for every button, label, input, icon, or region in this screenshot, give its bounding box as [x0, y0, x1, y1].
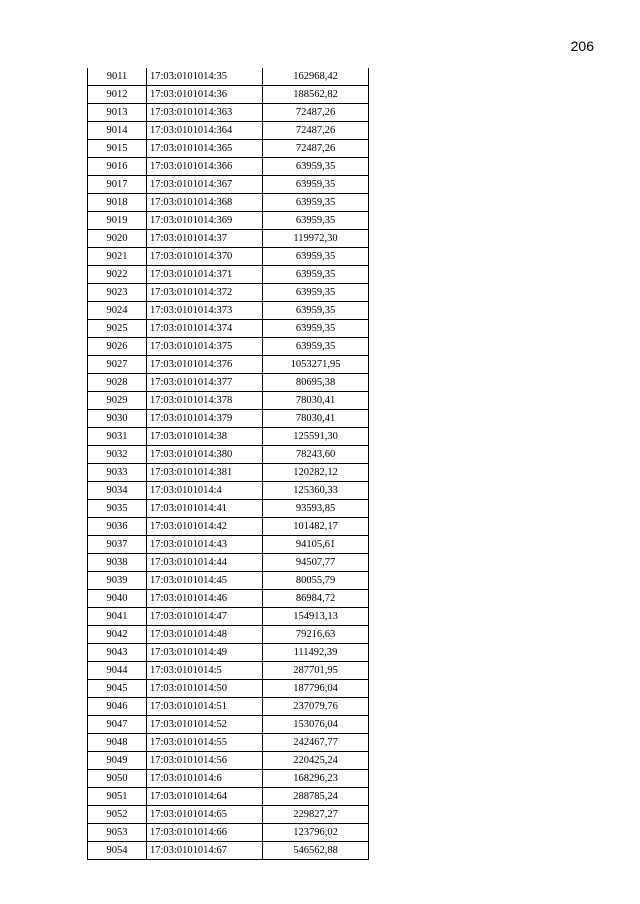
table-row — [88, 140, 369, 158]
cadastral-number-cell: 17:03:0101014:45 — [147, 572, 263, 590]
table-row — [88, 464, 369, 482]
value-cell: 78243,60 — [263, 446, 369, 464]
row-number-cell: 9033 — [88, 464, 147, 482]
cadastral-number-cell: 17:03:0101014:38 — [147, 428, 263, 446]
row-number-cell: 9037 — [88, 536, 147, 554]
cadastral-number-cell: 17:03:0101014:369 — [147, 212, 263, 230]
cadastral-number-cell: 17:03:0101014:6 — [147, 770, 263, 788]
value-cell: 93593,85 — [263, 500, 369, 518]
value-cell: 63959,35 — [263, 248, 369, 266]
table-row — [88, 482, 369, 500]
value-cell: 154913,13 — [263, 608, 369, 626]
table-row — [88, 194, 369, 212]
value-cell: 63959,35 — [263, 266, 369, 284]
value-cell: 111492,39 — [263, 644, 369, 662]
cadastral-number-cell: 17:03:0101014:4 — [147, 482, 263, 500]
cadastral-number-cell: 17:03:0101014:67 — [147, 842, 263, 860]
table-row — [88, 500, 369, 518]
value-cell: 187796,04 — [263, 680, 369, 698]
value-cell: 63959,35 — [263, 338, 369, 356]
table-row — [88, 842, 369, 860]
table-row — [88, 608, 369, 626]
table-row — [88, 716, 369, 734]
value-cell: 125591,30 — [263, 428, 369, 446]
row-number-cell: 9025 — [88, 320, 147, 338]
row-number-cell: 9020 — [88, 230, 147, 248]
value-cell: 123796,02 — [263, 824, 369, 842]
table-row — [88, 374, 369, 392]
row-number-cell: 9049 — [88, 752, 147, 770]
cadastral-number-cell: 17:03:0101014:52 — [147, 716, 263, 734]
cadastral-number-cell: 17:03:0101014:381 — [147, 464, 263, 482]
table-row — [88, 770, 369, 788]
cadastral-number-cell: 17:03:0101014:48 — [147, 626, 263, 644]
value-cell: 86984,72 — [263, 590, 369, 608]
table-row — [88, 176, 369, 194]
table-row — [88, 338, 369, 356]
row-number-cell: 9019 — [88, 212, 147, 230]
table-row — [88, 320, 369, 338]
row-number-cell: 9034 — [88, 482, 147, 500]
row-number-cell: 9040 — [88, 590, 147, 608]
cadastral-number-cell: 17:03:0101014:56 — [147, 752, 263, 770]
table-row — [88, 68, 369, 86]
value-cell: 120282,12 — [263, 464, 369, 482]
cadastral-number-cell: 17:03:0101014:46 — [147, 590, 263, 608]
table-row — [88, 824, 369, 842]
cadastral-number-cell: 17:03:0101014:36 — [147, 86, 263, 104]
row-number-cell: 9017 — [88, 176, 147, 194]
value-cell: 63959,35 — [263, 194, 369, 212]
cadastral-number-cell: 17:03:0101014:367 — [147, 176, 263, 194]
cadastral-number-cell: 17:03:0101014:51 — [147, 698, 263, 716]
table-row — [88, 428, 369, 446]
row-number-cell: 9050 — [88, 770, 147, 788]
table-row — [88, 122, 369, 140]
table-row — [88, 806, 369, 824]
row-number-cell: 9026 — [88, 338, 147, 356]
page-number: 206 — [570, 38, 594, 54]
cadastral-number-cell: 17:03:0101014:43 — [147, 536, 263, 554]
table-row — [88, 230, 369, 248]
value-cell: 119972,30 — [263, 230, 369, 248]
cadastral-number-cell: 17:03:0101014:66 — [147, 824, 263, 842]
value-cell: 72487,26 — [263, 140, 369, 158]
table-row — [88, 626, 369, 644]
cadastral-number-cell: 17:03:0101014:368 — [147, 194, 263, 212]
row-number-cell: 9030 — [88, 410, 147, 428]
row-number-cell: 9047 — [88, 716, 147, 734]
row-number-cell: 9016 — [88, 158, 147, 176]
value-cell: 287701,95 — [263, 662, 369, 680]
table-row — [88, 572, 369, 590]
value-cell: 78030,41 — [263, 410, 369, 428]
cadastral-number-cell: 17:03:0101014:371 — [147, 266, 263, 284]
table-row — [88, 356, 369, 374]
row-number-cell: 9032 — [88, 446, 147, 464]
cadastral-number-cell: 17:03:0101014:370 — [147, 248, 263, 266]
value-cell: 72487,26 — [263, 104, 369, 122]
cadastral-number-cell: 17:03:0101014:380 — [147, 446, 263, 464]
row-number-cell: 9024 — [88, 302, 147, 320]
cadastral-number-cell: 17:03:0101014:379 — [147, 410, 263, 428]
table-row — [88, 662, 369, 680]
row-number-cell: 9015 — [88, 140, 147, 158]
cadastral-number-cell: 17:03:0101014:377 — [147, 374, 263, 392]
cadastral-number-cell: 17:03:0101014:364 — [147, 122, 263, 140]
value-cell: 162968,42 — [263, 68, 369, 86]
value-cell: 94105,61 — [263, 536, 369, 554]
row-number-cell: 9028 — [88, 374, 147, 392]
value-cell: 63959,35 — [263, 176, 369, 194]
row-number-cell: 9012 — [88, 86, 147, 104]
value-cell: 80055,79 — [263, 572, 369, 590]
row-number-cell: 9048 — [88, 734, 147, 752]
table-row — [88, 446, 369, 464]
value-cell: 63959,35 — [263, 284, 369, 302]
row-number-cell: 9011 — [88, 68, 147, 86]
value-cell: 63959,35 — [263, 302, 369, 320]
value-cell: 80695,38 — [263, 374, 369, 392]
cadastral-number-cell: 17:03:0101014:64 — [147, 788, 263, 806]
value-cell: 288785,24 — [263, 788, 369, 806]
cadastral-number-cell: 17:03:0101014:49 — [147, 644, 263, 662]
table-row — [88, 302, 369, 320]
table-body — [88, 68, 369, 860]
cadastral-number-cell: 17:03:0101014:47 — [147, 608, 263, 626]
table-row — [88, 788, 369, 806]
row-number-cell: 9021 — [88, 248, 147, 266]
cadastral-number-cell: 17:03:0101014:65 — [147, 806, 263, 824]
cadastral-number-cell: 17:03:0101014:44 — [147, 554, 263, 572]
table-row — [88, 536, 369, 554]
value-cell: 153076,04 — [263, 716, 369, 734]
value-cell: 229827,27 — [263, 806, 369, 824]
table-row — [88, 392, 369, 410]
row-number-cell: 9039 — [88, 572, 147, 590]
row-number-cell: 9035 — [88, 500, 147, 518]
cadastral-number-cell: 17:03:0101014:378 — [147, 392, 263, 410]
value-cell: 63959,35 — [263, 158, 369, 176]
table-row — [88, 266, 369, 284]
value-cell: 101482,17 — [263, 518, 369, 536]
cadastral-number-cell: 17:03:0101014:372 — [147, 284, 263, 302]
value-cell: 220425,24 — [263, 752, 369, 770]
cadastral-number-cell: 17:03:0101014:50 — [147, 680, 263, 698]
row-number-cell: 9043 — [88, 644, 147, 662]
row-number-cell: 9044 — [88, 662, 147, 680]
value-cell: 242467,77 — [263, 734, 369, 752]
row-number-cell: 9046 — [88, 698, 147, 716]
cadastral-number-cell: 17:03:0101014:376 — [147, 356, 263, 374]
cadastral-number-cell: 17:03:0101014:55 — [147, 734, 263, 752]
cadastral-number-cell: 17:03:0101014:374 — [147, 320, 263, 338]
value-cell: 125360,33 — [263, 482, 369, 500]
row-number-cell: 9027 — [88, 356, 147, 374]
value-cell: 94507,77 — [263, 554, 369, 572]
row-number-cell: 9051 — [88, 788, 147, 806]
table-row — [88, 518, 369, 536]
value-cell: 168296,23 — [263, 770, 369, 788]
cadastral-number-cell: 17:03:0101014:41 — [147, 500, 263, 518]
table-row — [88, 644, 369, 662]
row-number-cell: 9045 — [88, 680, 147, 698]
value-cell: 237079,76 — [263, 698, 369, 716]
value-cell: 79216,63 — [263, 626, 369, 644]
cadastral-number-cell: 17:03:0101014:37 — [147, 230, 263, 248]
table-row — [88, 86, 369, 104]
row-number-cell: 9054 — [88, 842, 147, 860]
row-number-cell: 9014 — [88, 122, 147, 140]
cadastral-number-cell: 17:03:0101014:373 — [147, 302, 263, 320]
table-row — [88, 284, 369, 302]
value-cell: 63959,35 — [263, 320, 369, 338]
row-number-cell: 9052 — [88, 806, 147, 824]
row-number-cell: 9036 — [88, 518, 147, 536]
table-row — [88, 212, 369, 230]
cadastral-number-cell: 17:03:0101014:375 — [147, 338, 263, 356]
value-cell: 78030,41 — [263, 392, 369, 410]
table-row — [88, 698, 369, 716]
cadastral-number-cell: 17:03:0101014:35 — [147, 68, 263, 86]
cadastral-number-cell: 17:03:0101014:5 — [147, 662, 263, 680]
value-cell: 188562,82 — [263, 86, 369, 104]
row-number-cell: 9031 — [88, 428, 147, 446]
value-cell: 1053271,95 — [263, 356, 369, 374]
cadastral-number-cell: 17:03:0101014:366 — [147, 158, 263, 176]
value-cell: 72487,26 — [263, 122, 369, 140]
row-number-cell: 9042 — [88, 626, 147, 644]
cadastral-value-table — [87, 68, 369, 860]
table-row — [88, 158, 369, 176]
row-number-cell: 9041 — [88, 608, 147, 626]
table-row — [88, 680, 369, 698]
table-row — [88, 104, 369, 122]
row-number-cell: 9053 — [88, 824, 147, 842]
table-row — [88, 410, 369, 428]
row-number-cell: 9029 — [88, 392, 147, 410]
cadastral-number-cell: 17:03:0101014:42 — [147, 518, 263, 536]
row-number-cell: 9022 — [88, 266, 147, 284]
table-row — [88, 248, 369, 266]
table-row — [88, 734, 369, 752]
cadastral-number-cell: 17:03:0101014:363 — [147, 104, 263, 122]
table-row — [88, 590, 369, 608]
table-row — [88, 554, 369, 572]
value-cell: 63959,35 — [263, 212, 369, 230]
row-number-cell: 9023 — [88, 284, 147, 302]
row-number-cell: 9013 — [88, 104, 147, 122]
value-cell: 546562,88 — [263, 842, 369, 860]
cadastral-number-cell: 17:03:0101014:365 — [147, 140, 263, 158]
row-number-cell: 9038 — [88, 554, 147, 572]
row-number-cell: 9018 — [88, 194, 147, 212]
table-row — [88, 752, 369, 770]
